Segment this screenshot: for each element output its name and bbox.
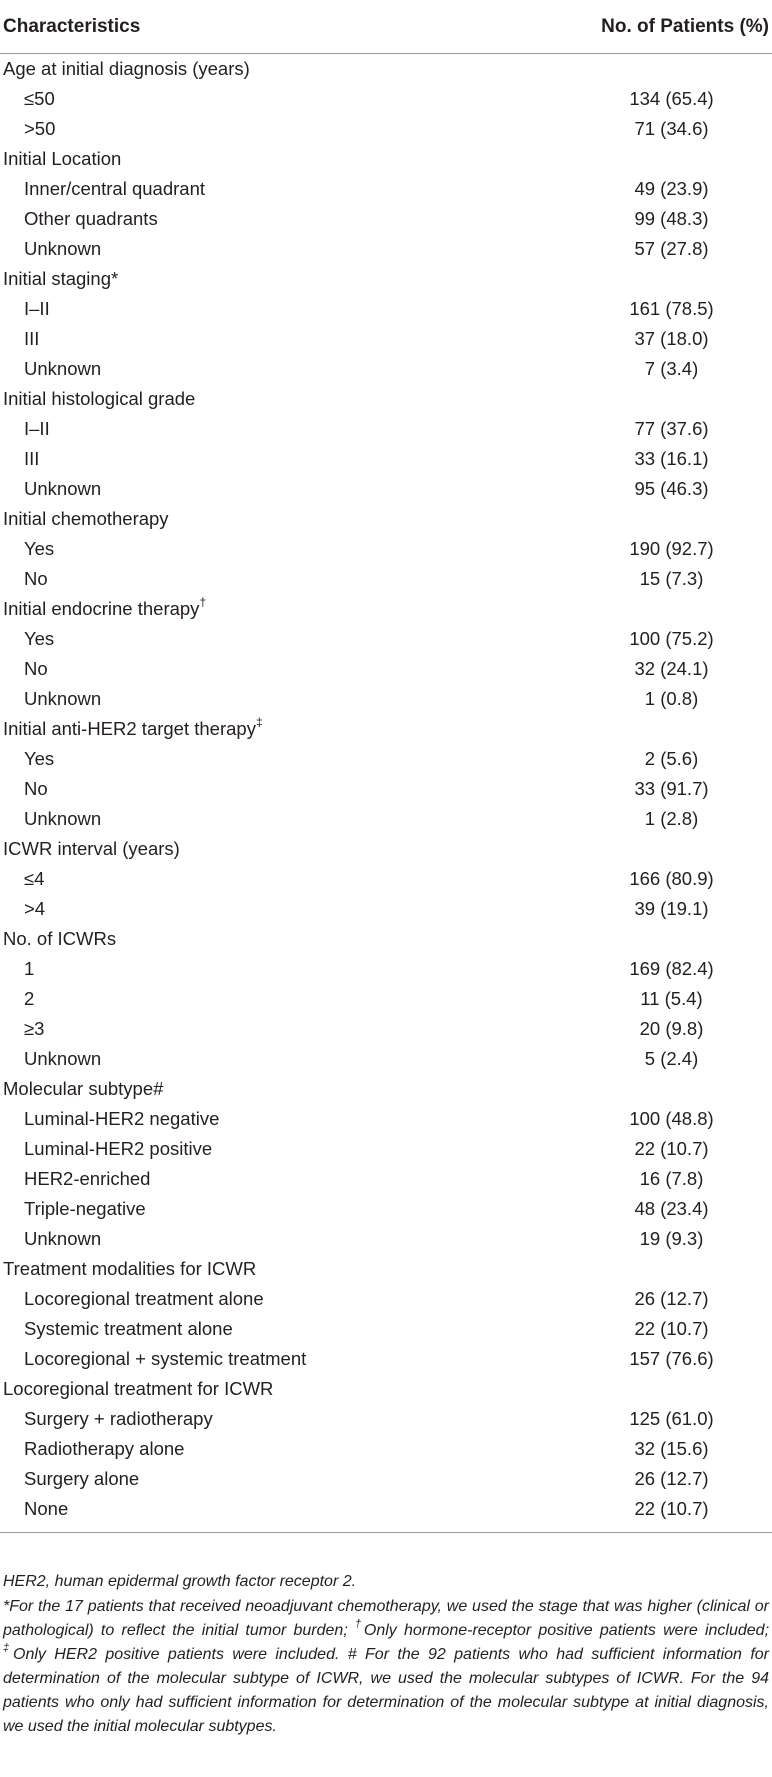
footnote-text: Only hormone-receptor positive patients were included; xyxy=(363,1622,770,1639)
table-row xyxy=(0,1404,772,1434)
row-value: 57 (27.8) xyxy=(634,238,709,259)
category-label xyxy=(0,1074,540,1104)
row-value-cell xyxy=(540,324,772,354)
row-value-cell xyxy=(540,864,772,894)
row-value: 134 (65.4) xyxy=(629,88,714,109)
table-header-row xyxy=(0,0,772,54)
row-value-cell xyxy=(540,1464,772,1494)
category-label xyxy=(0,384,540,414)
row-value: 49 (23.9) xyxy=(634,178,709,199)
row-label: Systemic treatment alone xyxy=(24,1318,233,1339)
row-label: No xyxy=(24,658,48,679)
row-value-cell xyxy=(540,774,772,804)
table-row xyxy=(0,294,772,324)
row-value-cell xyxy=(540,1494,772,1533)
row-value: 19 (9.3) xyxy=(639,1228,704,1249)
table-row xyxy=(0,774,772,804)
row-value: 169 (82.4) xyxy=(629,958,714,979)
table-row xyxy=(0,954,772,984)
row-label: >50 xyxy=(24,118,56,139)
row-value: 100 (48.8) xyxy=(629,1108,714,1129)
category-value-empty xyxy=(540,264,772,294)
table-row xyxy=(0,1464,772,1494)
category-label xyxy=(0,1254,540,1284)
category-value-empty xyxy=(540,714,772,744)
table-row xyxy=(0,684,772,714)
row-value: 33 (16.1) xyxy=(634,448,709,469)
category-row xyxy=(0,1074,772,1104)
row-value: 37 (18.0) xyxy=(634,328,709,349)
table-row xyxy=(0,804,772,834)
category-text: Initial chemotherapy xyxy=(3,508,169,529)
row-label: I–II xyxy=(24,418,50,439)
table-row xyxy=(0,204,772,234)
row-value: 71 (34.6) xyxy=(634,118,709,139)
row-value-cell xyxy=(540,954,772,984)
row-value-cell xyxy=(540,1104,772,1134)
row-label: Unknown xyxy=(24,358,102,379)
row-value-cell xyxy=(540,294,772,324)
row-value-cell xyxy=(540,624,772,654)
table-row xyxy=(0,1044,772,1074)
table-row xyxy=(0,1224,772,1254)
row-label: Other quadrants xyxy=(24,208,158,229)
category-row xyxy=(0,924,772,954)
category-text: Initial endocrine therapy xyxy=(3,598,200,619)
row-value: 2 (5.6) xyxy=(644,748,699,769)
table-row xyxy=(0,1104,772,1134)
category-label xyxy=(0,54,540,85)
category-row xyxy=(0,54,772,85)
category-label xyxy=(0,144,540,174)
row-value: 11 (5.4) xyxy=(640,988,703,1009)
table-row xyxy=(0,84,772,114)
category-text: Initial anti-HER2 target therapy xyxy=(3,718,256,739)
category-row xyxy=(0,834,772,864)
table-body xyxy=(0,54,772,1533)
row-value: 33 (91.7) xyxy=(634,778,709,799)
row-value: 100 (75.2) xyxy=(629,628,714,649)
row-label: 1 xyxy=(24,958,35,979)
table-row xyxy=(0,654,772,684)
category-value-empty xyxy=(540,384,772,414)
footnote-mark: † xyxy=(354,1617,364,1630)
category-row xyxy=(0,264,772,294)
row-value: 1 (0.8) xyxy=(644,688,699,709)
row-label: None xyxy=(0,1494,540,1533)
table-row xyxy=(0,234,772,264)
row-value: 157 (76.6) xyxy=(629,1348,714,1369)
table-row xyxy=(0,1194,772,1224)
table-row xyxy=(0,174,772,204)
footnote-body xyxy=(3,1595,769,1739)
category-row xyxy=(0,594,772,624)
row-label: I–II xyxy=(24,298,50,319)
row-label: III xyxy=(24,448,40,469)
table-row xyxy=(0,1014,772,1044)
row-value: 190 (92.7) xyxy=(629,538,714,559)
row-value-cell xyxy=(540,744,772,774)
footnote-text: Only HER2 positive patients were included. # For the 92 patients who had sufficient information for determination of the molecular subtype of ICWR, we used the molecular subtypes of ICWR. For the 94 patients who only had sufficient information for determination of the molecular subtype at initial diagnosis, we used the initial molecular subtypes. xyxy=(3,1646,769,1735)
category-row xyxy=(0,384,772,414)
table-row xyxy=(0,1164,772,1194)
row-value: 32 (24.1) xyxy=(634,658,709,679)
row-value-cell xyxy=(540,1284,772,1314)
category-text: Molecular subtype# xyxy=(3,1078,164,1099)
row-value-cell xyxy=(540,1224,772,1254)
row-value-cell xyxy=(540,174,772,204)
row-value-cell xyxy=(540,1344,772,1374)
row-label: Unknown xyxy=(24,808,102,829)
table-row xyxy=(0,414,772,444)
row-value: 125 (61.0) xyxy=(629,1408,714,1429)
row-label: Unknown xyxy=(24,1228,102,1249)
row-value: 5 (2.4) xyxy=(644,1048,699,1069)
category-text: Treatment modalities for ICWR xyxy=(3,1258,257,1279)
row-label: Yes xyxy=(24,538,55,559)
footnote-abbreviation: HER2, human epidermal growth factor receptor 2. xyxy=(3,1573,357,1590)
row-label: ≤50 xyxy=(24,88,55,109)
row-label: 2 xyxy=(24,988,35,1009)
table-footnotes xyxy=(0,1570,769,1739)
row-value: 39 (19.1) xyxy=(634,898,709,919)
table-row xyxy=(0,1434,772,1464)
table-row xyxy=(0,534,772,564)
category-value-empty xyxy=(540,594,772,624)
row-label: Luminal-HER2 negative xyxy=(24,1108,220,1129)
row-value: 16 (7.8) xyxy=(639,1168,704,1189)
row-value-cell xyxy=(540,1164,772,1194)
footnote-text: *For the 17 patients that received neoadjuvant chemotherapy, we used the stage that was higher (clinical or pathological) to reflect the initial tumor burden; xyxy=(3,1598,769,1639)
row-label: III xyxy=(24,328,40,349)
category-value-empty xyxy=(540,924,772,954)
category-text: Initial staging* xyxy=(3,268,119,289)
footnote-mark: ‡ xyxy=(255,714,263,729)
row-label: Radiotherapy alone xyxy=(24,1438,185,1459)
category-row xyxy=(0,504,772,534)
row-value-cell xyxy=(540,534,772,564)
category-value-empty xyxy=(540,504,772,534)
row-value-cell xyxy=(540,684,772,714)
row-label: Unknown xyxy=(24,478,102,499)
row-label: No xyxy=(24,778,48,799)
category-text: Initial Location xyxy=(3,148,122,169)
row-label: Luminal-HER2 positive xyxy=(24,1138,213,1159)
row-label: Surgery + radiotherapy xyxy=(24,1408,213,1429)
category-label xyxy=(0,264,540,294)
table-row xyxy=(0,324,772,354)
table-row xyxy=(0,1344,772,1374)
category-text: Initial histological grade xyxy=(3,388,196,409)
category-value-empty xyxy=(540,1254,772,1284)
row-value: 20 (9.8) xyxy=(639,1018,704,1039)
row-value-cell xyxy=(540,234,772,264)
category-text: Locoregional treatment for ICWR xyxy=(3,1378,274,1399)
table-row xyxy=(0,1284,772,1314)
header-patients: No. of Patients (%) xyxy=(540,0,772,54)
category-label xyxy=(0,1374,540,1404)
row-value: 7 (3.4) xyxy=(644,358,699,379)
row-value: 48 (23.4) xyxy=(634,1198,709,1219)
row-value-cell xyxy=(540,1314,772,1344)
row-value-cell xyxy=(540,1044,772,1074)
row-value-cell xyxy=(540,414,772,444)
table-row xyxy=(0,444,772,474)
row-label: Inner/central quadrant xyxy=(24,178,206,199)
category-label xyxy=(0,924,540,954)
row-value-cell xyxy=(540,654,772,684)
row-value-cell xyxy=(540,354,772,384)
row-value: 26 (12.7) xyxy=(634,1468,709,1489)
category-row xyxy=(0,1374,772,1404)
table-row xyxy=(0,984,772,1014)
row-value-cell xyxy=(540,84,772,114)
category-text: ICWR interval (years) xyxy=(3,838,180,859)
row-label: Yes xyxy=(24,628,55,649)
category-value-empty xyxy=(540,144,772,174)
header-characteristics: Characteristics xyxy=(0,0,540,54)
category-label xyxy=(0,504,540,534)
row-value-cell xyxy=(540,984,772,1014)
row-label: ≥3 xyxy=(24,1018,45,1039)
table-row xyxy=(0,1494,772,1533)
table-row xyxy=(0,744,772,774)
table-row xyxy=(0,894,772,924)
table-row xyxy=(0,354,772,384)
row-value-cell xyxy=(540,804,772,834)
row-value: 99 (48.3) xyxy=(634,208,709,229)
category-row xyxy=(0,144,772,174)
table-row xyxy=(0,624,772,654)
row-value-cell xyxy=(540,894,772,924)
footnote-mark: † xyxy=(199,594,207,609)
category-value-empty xyxy=(540,834,772,864)
row-value-cell xyxy=(540,444,772,474)
row-label: Locoregional + systemic treatment xyxy=(24,1348,307,1369)
row-label: Surgery alone xyxy=(24,1468,140,1489)
row-value-cell xyxy=(540,1194,772,1224)
table-row xyxy=(0,564,772,594)
row-label: Unknown xyxy=(24,688,102,709)
row-value: 15 (7.3) xyxy=(639,568,704,589)
row-value: 1 (2.8) xyxy=(644,808,699,829)
row-label: Unknown xyxy=(24,1048,102,1069)
row-label: HER2-enriched xyxy=(24,1168,151,1189)
category-text: Age at initial diagnosis (years) xyxy=(3,58,250,79)
row-label: Yes xyxy=(24,748,55,769)
row-value-cell xyxy=(540,1014,772,1044)
row-label: Locoregional treatment alone xyxy=(24,1288,264,1309)
category-value-empty xyxy=(540,54,772,85)
row-value: 22 (10.7) xyxy=(634,1138,709,1159)
category-text: No. of ICWRs xyxy=(3,928,117,949)
category-label xyxy=(0,714,540,744)
category-value-empty xyxy=(540,1374,772,1404)
table-row xyxy=(0,1134,772,1164)
row-label: Triple-negative xyxy=(24,1198,146,1219)
table-row xyxy=(0,864,772,894)
row-value: 22 (10.7) xyxy=(634,1318,709,1339)
table-row xyxy=(0,114,772,144)
table-row xyxy=(0,474,772,504)
category-label xyxy=(0,594,540,624)
row-label: No xyxy=(24,568,48,589)
row-value: 32 (15.6) xyxy=(634,1438,709,1459)
category-label xyxy=(0,834,540,864)
row-value-cell xyxy=(540,1134,772,1164)
row-label: ≤4 xyxy=(24,868,45,889)
row-label: >4 xyxy=(24,898,46,919)
row-value: 77 (37.6) xyxy=(634,418,709,439)
category-value-empty xyxy=(540,1074,772,1104)
row-value-cell xyxy=(540,1404,772,1434)
table-row xyxy=(0,1314,772,1344)
category-row xyxy=(0,1254,772,1284)
category-row xyxy=(0,714,772,744)
row-value: 166 (80.9) xyxy=(629,868,714,889)
row-label: Unknown xyxy=(24,238,102,259)
row-value: 22 (10.7) xyxy=(634,1498,709,1519)
row-value-cell xyxy=(540,474,772,504)
row-value: 95 (46.3) xyxy=(634,478,709,499)
row-value-cell xyxy=(540,564,772,594)
row-value-cell xyxy=(540,204,772,234)
footnote-mark: ‡ xyxy=(3,1641,14,1654)
row-value-cell xyxy=(540,1434,772,1464)
row-value: 161 (78.5) xyxy=(629,298,714,319)
row-value-cell xyxy=(540,114,772,144)
row-value: 26 (12.7) xyxy=(634,1288,709,1309)
